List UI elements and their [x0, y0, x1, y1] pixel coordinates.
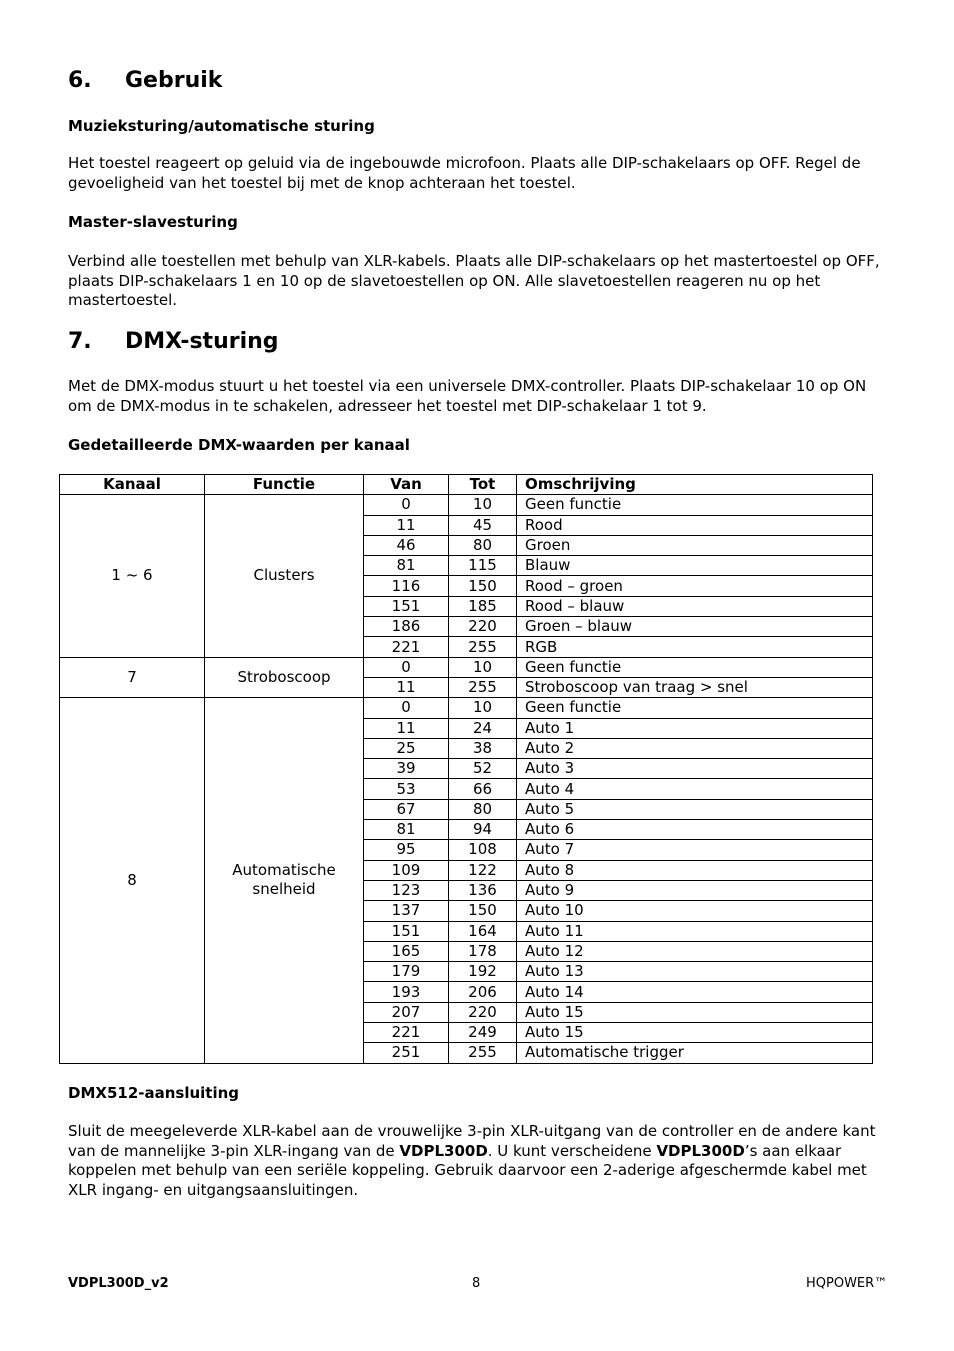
cell-tot: 206: [449, 982, 517, 1002]
dmx-values-table: [59, 474, 873, 1064]
dmx512-text-1: Sluit de meegeleverde XLR-kabel aan de vrouwelijke 3-pin XLR-uitgang van de controller en de andere kant van de mannelijke 3-pin XLR-ingang van de: [68, 1122, 876, 1160]
cell-tot: 10: [449, 495, 517, 515]
cell-omschrijving: Auto 15: [517, 1023, 873, 1043]
cell-van: 116: [364, 576, 449, 596]
cell-functie: Automatische snelheid: [205, 698, 364, 1063]
footer-page-number: 8: [472, 1276, 481, 1291]
cell-tot: 192: [449, 962, 517, 982]
cell-tot: 94: [449, 820, 517, 840]
header-kanaal: Kanaal: [60, 475, 205, 495]
cell-omschrijving: Auto 10: [517, 901, 873, 921]
cell-van: 0: [364, 698, 449, 718]
cell-omschrijving: Rood: [517, 515, 873, 535]
dmx-intro-paragraph: Met de DMX-modus stuurt u het toestel via een universele DMX-controller. Plaats DIP-schakelaar 10 op ON om de DMX-modus in te schakelen, adresseer het toestel met DIP-schakelaar 1 tot 9.: [68, 377, 867, 415]
master-slave-heading: Master-slavesturing: [68, 213, 238, 231]
cell-omschrijving: Auto 14: [517, 982, 873, 1002]
cell-tot: 10: [449, 698, 517, 718]
table-body: [60, 495, 873, 1063]
cell-van: 11: [364, 515, 449, 535]
cell-omschrijving: Groen – blauw: [517, 617, 873, 637]
section-6-heading: [68, 68, 222, 93]
cell-omschrijving: Auto 8: [517, 860, 873, 880]
cell-omschrijving: Automatische trigger: [517, 1043, 873, 1063]
header-functie: Functie: [205, 475, 364, 495]
cell-van: 46: [364, 535, 449, 555]
cell-tot: 108: [449, 840, 517, 860]
cell-omschrijving: Stroboscoop van traag > snel: [517, 677, 873, 697]
cell-omschrijving: Geen functie: [517, 657, 873, 677]
dmx512-paragraph: [68, 1122, 888, 1200]
master-slave-paragraph: Verbind alle toestellen met behulp van XLR-kabels. Plaats alle DIP-schakelaars op het mastertoestel op OFF, plaats DIP-schakelaars 1 en 10 op de slavetoestellen op ON. Alle slavetoestellen reageren nu op het mastertoestel.: [68, 252, 880, 309]
cell-omschrijving: Auto 13: [517, 962, 873, 982]
cell-omschrijving: Auto 9: [517, 880, 873, 900]
cell-tot: 220: [449, 617, 517, 637]
cell-kanaal: 7: [60, 657, 205, 698]
cell-tot: 38: [449, 738, 517, 758]
cell-omschrijving: Auto 2: [517, 738, 873, 758]
cell-van: 95: [364, 840, 449, 860]
cell-van: 67: [364, 799, 449, 819]
cell-van: 0: [364, 657, 449, 677]
cell-van: 151: [364, 596, 449, 616]
cell-functie: Clusters: [205, 495, 364, 657]
cell-omschrijving: Auto 12: [517, 941, 873, 961]
dmx512-heading: DMX512-aansluiting: [68, 1084, 240, 1102]
cell-van: 186: [364, 617, 449, 637]
cell-tot: 80: [449, 535, 517, 555]
cell-tot: 150: [449, 901, 517, 921]
cell-van: 39: [364, 759, 449, 779]
cell-tot: 164: [449, 921, 517, 941]
cell-kanaal: 8: [60, 698, 205, 1063]
footer-brand: HQPOWER™: [806, 1276, 888, 1291]
cell-van: 207: [364, 1002, 449, 1022]
cell-tot: 255: [449, 637, 517, 657]
cell-van: 123: [364, 880, 449, 900]
cell-van: 251: [364, 1043, 449, 1063]
cell-tot: 150: [449, 576, 517, 596]
cell-van: 11: [364, 677, 449, 697]
cell-van: 11: [364, 718, 449, 738]
cell-tot: 136: [449, 880, 517, 900]
cell-omschrijving: Geen functie: [517, 698, 873, 718]
cell-van: 193: [364, 982, 449, 1002]
cell-omschrijving: Auto 1: [517, 718, 873, 738]
cell-omschrijving: Auto 6: [517, 820, 873, 840]
cell-tot: 45: [449, 515, 517, 535]
product-name: VDPL300D: [656, 1141, 745, 1160]
cell-omschrijving: Auto 15: [517, 1002, 873, 1022]
cell-tot: 66: [449, 779, 517, 799]
cell-functie: Stroboscoop: [205, 657, 364, 698]
product-name: VDPL300D: [399, 1141, 488, 1160]
cell-omschrijving: Auto 4: [517, 779, 873, 799]
section-7-title: DMX-sturing: [125, 329, 279, 354]
header-van: Van: [364, 475, 449, 495]
cell-van: 81: [364, 556, 449, 576]
cell-kanaal: 1 ~ 6: [60, 495, 205, 657]
section-7-heading: [68, 329, 279, 354]
cell-van: 137: [364, 901, 449, 921]
cell-van: 25: [364, 738, 449, 758]
cell-omschrijving: Auto 3: [517, 759, 873, 779]
cell-tot: 220: [449, 1002, 517, 1022]
cell-tot: 255: [449, 677, 517, 697]
cell-tot: 24: [449, 718, 517, 738]
muzieksturing-heading: Muzieksturing/automatische sturing: [68, 117, 375, 135]
cell-omschrijving: Rood – groen: [517, 576, 873, 596]
cell-van: 165: [364, 941, 449, 961]
cell-omschrijving: Auto 5: [517, 799, 873, 819]
cell-van: 53: [364, 779, 449, 799]
cell-omschrijving: Geen functie: [517, 495, 873, 515]
cell-van: 179: [364, 962, 449, 982]
cell-van: 221: [364, 637, 449, 657]
cell-van: 221: [364, 1023, 449, 1043]
cell-tot: 52: [449, 759, 517, 779]
header-omschrijving: Omschrijving: [517, 475, 873, 495]
cell-tot: 178: [449, 941, 517, 961]
table-row: [60, 495, 873, 515]
dmx-table-heading: Gedetailleerde DMX-waarden per kanaal: [68, 436, 410, 454]
cell-omschrijving: Blauw: [517, 556, 873, 576]
cell-tot: 249: [449, 1023, 517, 1043]
cell-van: 0: [364, 495, 449, 515]
dmx512-text-3: ’s aan elkaar koppelen met behulp van een seriële koppeling. Gebruik daarvoor een 2-aderige afgeschermde kabel met XLR ingang- en uitgangsaansluitingen.: [68, 1141, 867, 1199]
cell-omschrijving: RGB: [517, 637, 873, 657]
cell-tot: 122: [449, 860, 517, 880]
cell-van: 81: [364, 820, 449, 840]
header-tot: Tot: [449, 475, 517, 495]
cell-tot: 185: [449, 596, 517, 616]
cell-omschrijving: Rood – blauw: [517, 596, 873, 616]
section-6-title: Gebruik: [125, 68, 223, 93]
cell-omschrijving: Groen: [517, 535, 873, 555]
cell-tot: 255: [449, 1043, 517, 1063]
cell-omschrijving: Auto 7: [517, 840, 873, 860]
table-row: [60, 657, 873, 677]
muzieksturing-paragraph: Het toestel reageert op geluid via de ingebouwde microfoon. Plaats alle DIP-schakelaars op OFF. Regel de gevoeligheid van het toestel bij met de knop achteraan het toestel.: [68, 154, 861, 192]
section-7-number: 7.: [68, 329, 92, 354]
dmx512-text-2: . U kunt verscheidene: [487, 1141, 657, 1160]
cell-omschrijving: Auto 11: [517, 921, 873, 941]
cell-tot: 80: [449, 799, 517, 819]
cell-van: 109: [364, 860, 449, 880]
table-header-row: [60, 475, 873, 495]
footer-document-id: VDPL300D_v2: [68, 1276, 169, 1291]
cell-van: 151: [364, 921, 449, 941]
cell-tot: 10: [449, 657, 517, 677]
table-row: [60, 698, 873, 718]
cell-tot: 115: [449, 556, 517, 576]
section-6-number: 6.: [68, 68, 92, 93]
